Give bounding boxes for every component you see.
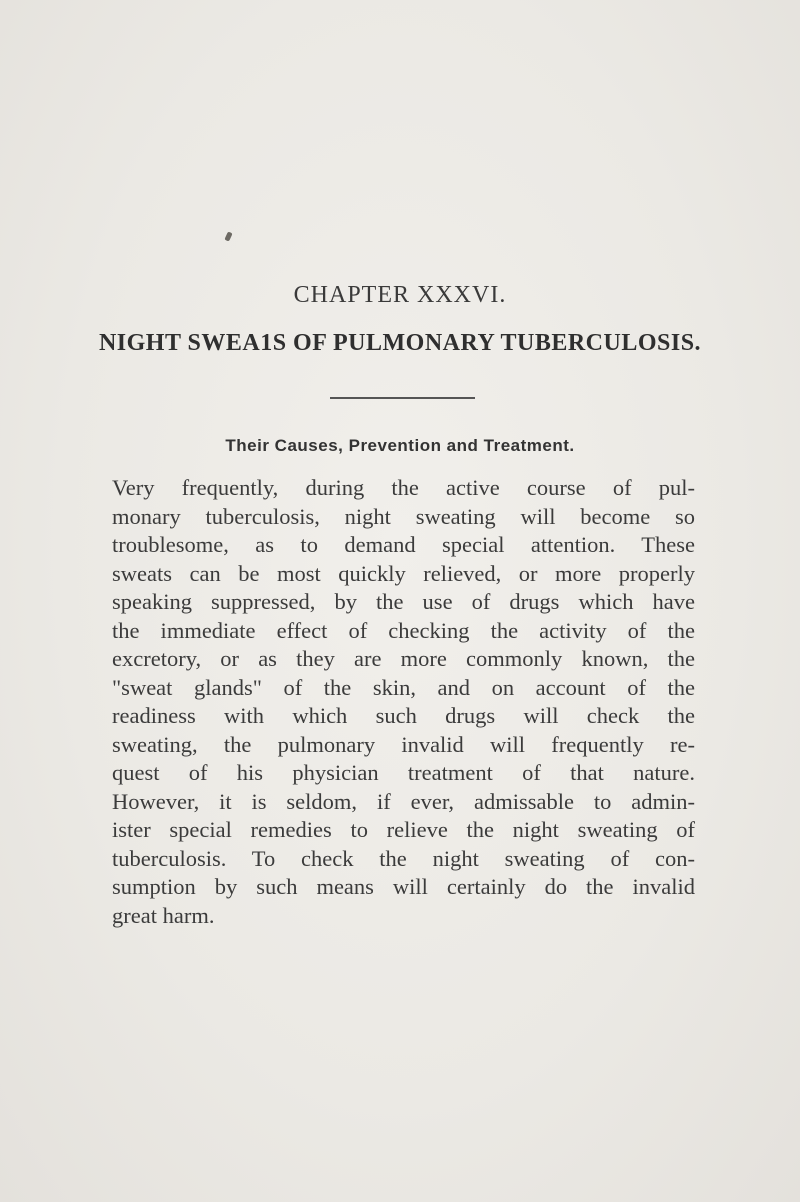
chapter-number: CHAPTER XXXVI. xyxy=(293,282,507,308)
chapter-subtitle: Their Causes, Prevention and Treatment. xyxy=(225,436,575,455)
body-line: excretory, or as they are more commonly known, the xyxy=(112,646,695,671)
chapter-title: NIGHT SWEA1S OF PULMONARY TUBERCULOSIS. xyxy=(98,330,702,356)
body-line: However, it is seldom, if ever, admissable to admin- xyxy=(112,788,695,814)
body-line: Very frequently, during the active course of pul- xyxy=(112,475,695,500)
ink-mark xyxy=(224,231,232,241)
body-line: sweating, the pulmonary invalid will frequently re- xyxy=(112,731,695,757)
body-line: speaking suppressed, by the use of drugs which have xyxy=(112,589,695,614)
body-line: ister special remedies to relieve the night sweating of xyxy=(112,817,695,842)
body-line: tuberculosis. To check the night sweating of con- xyxy=(112,845,695,871)
body-line: sumption by such means will certainly do the invalid xyxy=(112,874,695,899)
body-line: great harm. xyxy=(112,902,215,928)
body-paragraph xyxy=(112,474,695,930)
body-line: readiness with which such drugs will check the xyxy=(112,703,695,728)
body-line: monary tuberculosis, night sweating will become so xyxy=(112,503,695,529)
body-line: sweats can be most quickly relieved, or more properly xyxy=(112,560,695,586)
body-line: "sweat glands" of the skin, and on account of the xyxy=(112,674,695,700)
body-line: troublesome, as to demand special attention. These xyxy=(112,532,695,557)
body-line: the immediate effect of checking the activity of the xyxy=(112,617,695,643)
body-line: quest of his physician treatment of that nature. xyxy=(112,760,695,785)
title-divider xyxy=(330,397,475,399)
